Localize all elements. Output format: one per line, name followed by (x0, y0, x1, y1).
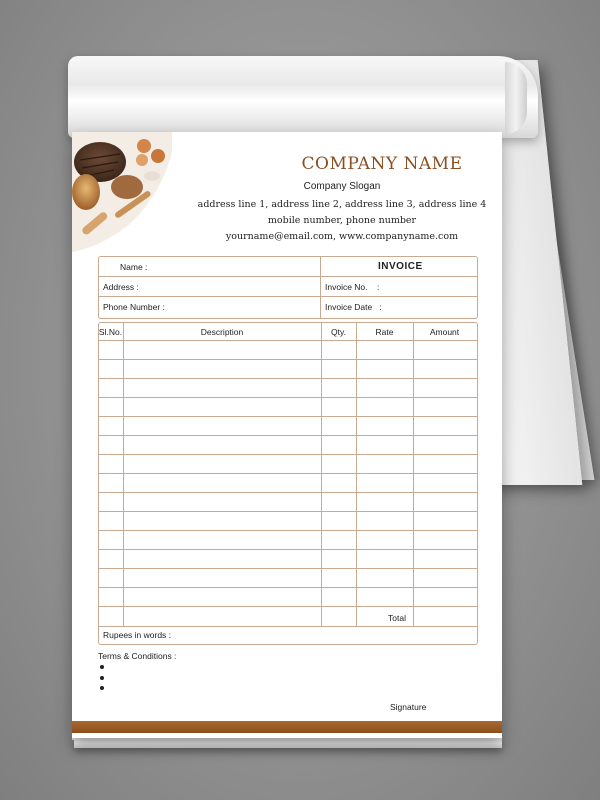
table-row-divider (98, 511, 478, 512)
table-row-divider (98, 492, 478, 493)
table-row-divider (98, 416, 478, 417)
rupees-in-words-label: Rupees in words : (103, 630, 172, 640)
pad-binding-edge (505, 62, 527, 134)
table-row-divider (98, 435, 478, 436)
terms-bullet (100, 676, 104, 680)
invoice-page (72, 132, 502, 738)
table-row-divider (98, 568, 478, 569)
table-row-divider (98, 549, 478, 550)
bakery-photo (72, 132, 172, 252)
divider (413, 322, 414, 626)
invoice-title: INVOICE (378, 261, 423, 272)
column-header-slno: Sl.No. (98, 327, 123, 337)
total-label: Total (388, 613, 406, 623)
table-row-divider (98, 454, 478, 455)
column-header-amount: Amount (429, 327, 460, 337)
company-contact: yourname@email.com, www.companyname.com (225, 231, 459, 242)
signature-label: Signature (390, 702, 427, 712)
table-row-divider (98, 606, 478, 607)
table-row-divider (98, 473, 478, 474)
table-row-divider (98, 359, 478, 360)
table-row-divider (98, 530, 478, 531)
divider (98, 276, 478, 277)
items-table (98, 322, 478, 645)
customer-address-label: Address : (103, 282, 139, 292)
divider (321, 322, 322, 626)
company-phone: mobile number, phone number (267, 215, 417, 226)
footer-bar (72, 721, 502, 733)
company-name: COMPANY NAME (301, 154, 463, 174)
invoice-number-label: Invoice No. : (325, 282, 380, 292)
column-header-description: Description (200, 327, 244, 337)
table-row-divider (98, 340, 478, 341)
divider (98, 296, 478, 297)
terms-bullet (100, 686, 104, 690)
column-header-qty: Qty. (331, 327, 346, 337)
total-row-divider (98, 626, 478, 627)
company-address: address line 1, address line 2, address line 3, address line 4 (197, 199, 487, 210)
terms-label: Terms & Conditions : (98, 651, 177, 661)
customer-phone-label: Phone Number : (103, 302, 165, 312)
table-row-divider (98, 587, 478, 588)
customer-name-label: Name : (120, 262, 148, 272)
divider (123, 322, 124, 626)
column-header-rate: Rate (375, 327, 394, 337)
pad-sheet-stack (74, 738, 502, 748)
divider (356, 322, 357, 626)
company-slogan: Company Slogan (303, 181, 381, 192)
pad-binding-roll (68, 56, 538, 138)
divider (320, 256, 321, 319)
terms-bullet (100, 665, 104, 669)
table-row-divider (98, 378, 478, 379)
table-row-divider (98, 397, 478, 398)
invoice-date-label: Invoice Date : (325, 302, 382, 312)
